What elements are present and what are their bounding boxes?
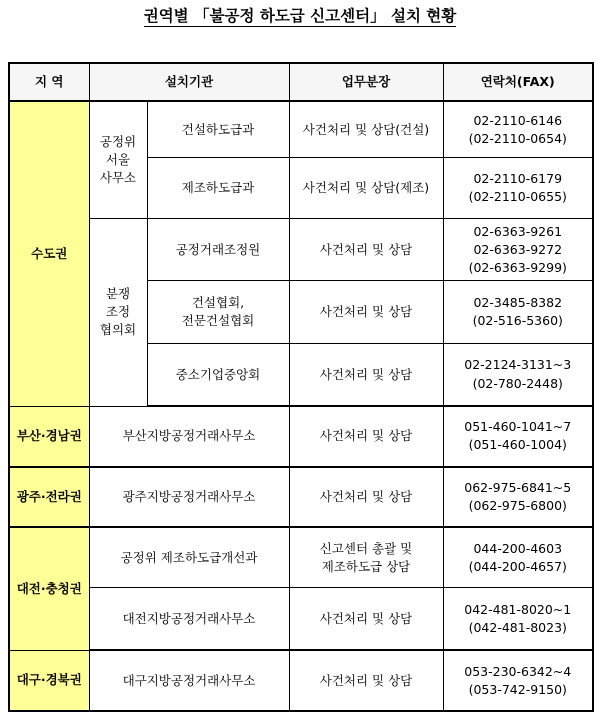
- table-row: [9, 527, 593, 588]
- header-contact: 연락처(FAX): [443, 63, 593, 101]
- region-capital: 수도권: [9, 101, 89, 406]
- contact-cell: 044-200-4603 (044-200-4657): [443, 527, 593, 588]
- table-row: [9, 588, 593, 651]
- contact-cell: 02-2110-6179 (02-2110-0655): [443, 158, 593, 219]
- page-title-text: 권역별 「불공정 하도급 신고센터」 설치 현황: [143, 7, 457, 25]
- duty-cell: 사건처리 및 상담: [289, 344, 443, 407]
- table-row: [9, 467, 593, 528]
- table-header-row: [9, 63, 593, 101]
- table-row: [9, 650, 593, 711]
- duty-cell: 사건처리 및 상담: [289, 218, 443, 281]
- institution-cell: 공정거래조정원: [147, 218, 289, 281]
- institution-cell: 대구지방공정거래사무소: [89, 650, 289, 711]
- page-title: [0, 4, 600, 26]
- contact-cell: 062-975-6841~5 (062-975-6800): [443, 467, 593, 528]
- region-busan: 부산·경남권: [9, 406, 89, 467]
- contact-cell: 02-2124-3131~3 (02-780-2448): [443, 344, 593, 407]
- duty-cell: 사건처리 및 상담: [289, 281, 443, 344]
- institution-cell: 건설협회, 전문건설협회: [147, 281, 289, 344]
- institution-cell: 대전지방공정거래사무소: [89, 588, 289, 651]
- institution-cell: 광주지방공정거래사무소: [89, 467, 289, 528]
- duty-cell: 사건처리 및 상담(건설): [289, 101, 443, 158]
- contact-cell: 02-3485-8382 (02-516-5360): [443, 281, 593, 344]
- table-row: [9, 101, 593, 158]
- header-institution: 설치기관: [89, 63, 289, 101]
- report-center-table: [8, 62, 594, 712]
- duty-cell: 사건처리 및 상담: [289, 588, 443, 651]
- institution-cell: 공정위 제조하도급개선과: [89, 527, 289, 588]
- duty-cell: 신고센터 총괄 및 제조하도급 상담: [289, 527, 443, 588]
- region-daejeon: 대전·충청권: [9, 527, 89, 650]
- region-gwangju: 광주·전라권: [9, 467, 89, 528]
- header-region: 지 역: [9, 63, 89, 101]
- group-dispute-council: 분쟁 조정 협의회: [89, 218, 147, 406]
- contact-cell: 02-6363-9261 02-6363-9272 (02-6363-9299): [443, 218, 593, 281]
- region-daegu: 대구·경북권: [9, 650, 89, 711]
- table-row: [9, 218, 593, 281]
- duty-cell: 사건처리 및 상담(제조): [289, 158, 443, 219]
- institution-cell: 건설하도급과: [147, 101, 289, 158]
- contact-cell: 02-2110-6146 (02-2110-0654): [443, 101, 593, 158]
- header-duty: 업무분장: [289, 63, 443, 101]
- duty-cell: 사건처리 및 상담: [289, 650, 443, 711]
- institution-cell: 제조하도급과: [147, 158, 289, 219]
- duty-cell: 사건처리 및 상담: [289, 467, 443, 528]
- contact-cell: 051-460-1041~7 (051-460-1004): [443, 406, 593, 467]
- institution-cell: 부산지방공정거래사무소: [89, 406, 289, 467]
- contact-cell: 042-481-8020~1 (042-481-8023): [443, 588, 593, 651]
- contact-cell: 053-230-6342~4 (053-742-9150): [443, 650, 593, 711]
- table-row: [9, 406, 593, 467]
- duty-cell: 사건처리 및 상담: [289, 406, 443, 467]
- institution-cell: 중소기업중앙회: [147, 344, 289, 407]
- group-ftc-seoul: 공정위 서울 사무소: [89, 101, 147, 218]
